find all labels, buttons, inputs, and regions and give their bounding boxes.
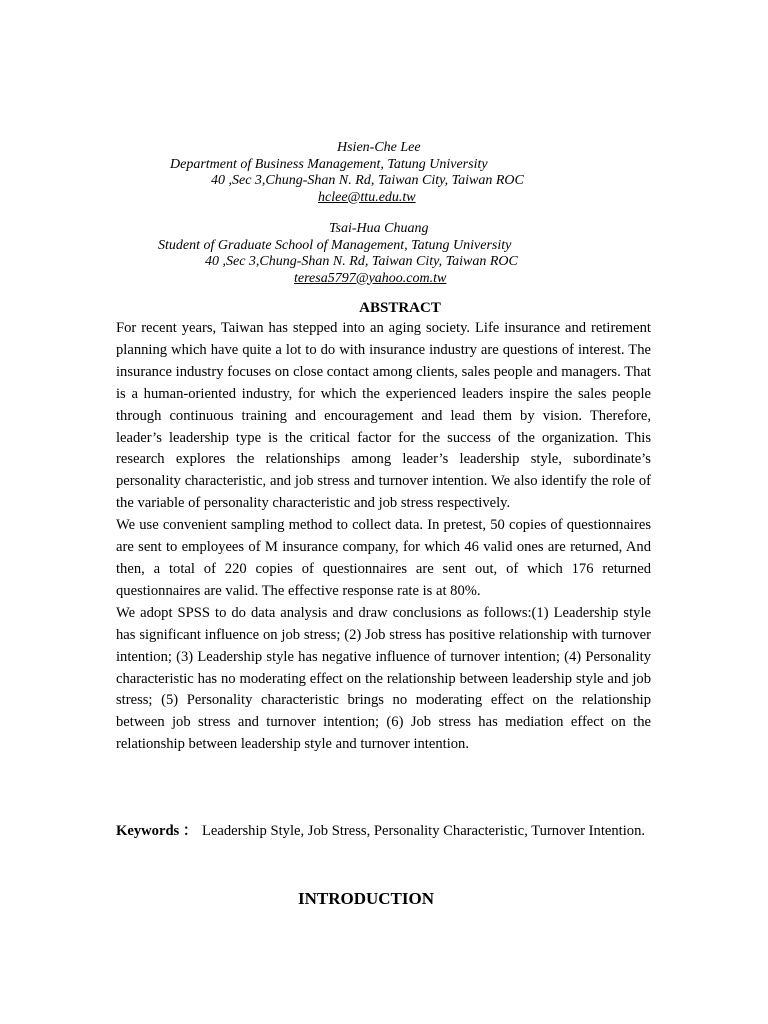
abstract-paragraph: For recent years, Taiwan has stepped into an aging society. Life insurance and retirement planning which have quite a lot to do with insurance industry are questions of interest. The insurance industry focuses on close contact among clients, sales people and managers. That is a human-oriented industry, for which the experienced leaders inspire the sales people through continuous training and encouragement and lead them by vision. Therefore, leader’s leadership type is the critical factor for the success of the organization. This research explores the relationships among leader’s leadership style, subordinate’s personality characteristic, and job stress and turnover intention. We also identify the role of the variable of personality characteristic and job stress respectively. <box>116 320 651 512</box>
author-name: Hsien-Che Lee <box>337 140 421 155</box>
abstract-paragraph: We use convenient sampling method to collect data. In pretest, 50 copies of questionnaires are sent to employees of M insurance company, for which 46 valid ones are returned, And then, a total of 220 copies of questionnaires are sent out, of which 176 returned questionnaires are valid. The effective response rate is at 80%. <box>116 517 651 599</box>
author-block-1 <box>0 140 768 206</box>
author-email[interactable]: teresa5797@yahoo.com.tw <box>294 270 447 286</box>
author-affiliation: Student of Graduate School of Management, Tatung University <box>158 237 512 253</box>
keywords-block <box>116 821 651 843</box>
keywords-label: Keywords ： <box>116 823 198 839</box>
abstract-heading: ABSTRACT <box>359 300 441 316</box>
introduction-heading: INTRODUCTION <box>298 889 435 908</box>
author-email[interactable]: hclee@ttu.edu.tw <box>318 189 416 205</box>
author-block-2 <box>0 221 768 287</box>
abstract-paragraph: We adopt SPSS to do data analysis and draw conclusions as follows:(1) Leadership style has significant influence on job stress; (2) Job stress has positive relationship with turnover intention; (3) Leadership style has negative influence of turnover intention; (4) Personality characteristic has no moderating effect on the relationship between leadership style and job stress; (5) Personality characteristic brings no moderating effect on the relationship between job stress and turnover intention; (6) Job stress has mediation effect on the relationship between leadership style and turnover intention. <box>116 604 651 753</box>
keywords-text: Leadership Style, Job Stress, Personality Characteristic, Turnover Intention. <box>202 823 646 839</box>
author-name: Tsai-Hua Chuang <box>329 221 429 236</box>
author-address: 40 ,Sec 3,Chung-Shan N. Rd, Taiwan City, Taiwan ROC <box>205 254 518 269</box>
author-address: 40 ,Sec 3,Chung-Shan N. Rd, Taiwan City, Taiwan ROC <box>211 173 524 188</box>
abstract-body <box>116 318 651 756</box>
author-affiliation: Department of Business Management, Tatung University <box>170 156 488 172</box>
